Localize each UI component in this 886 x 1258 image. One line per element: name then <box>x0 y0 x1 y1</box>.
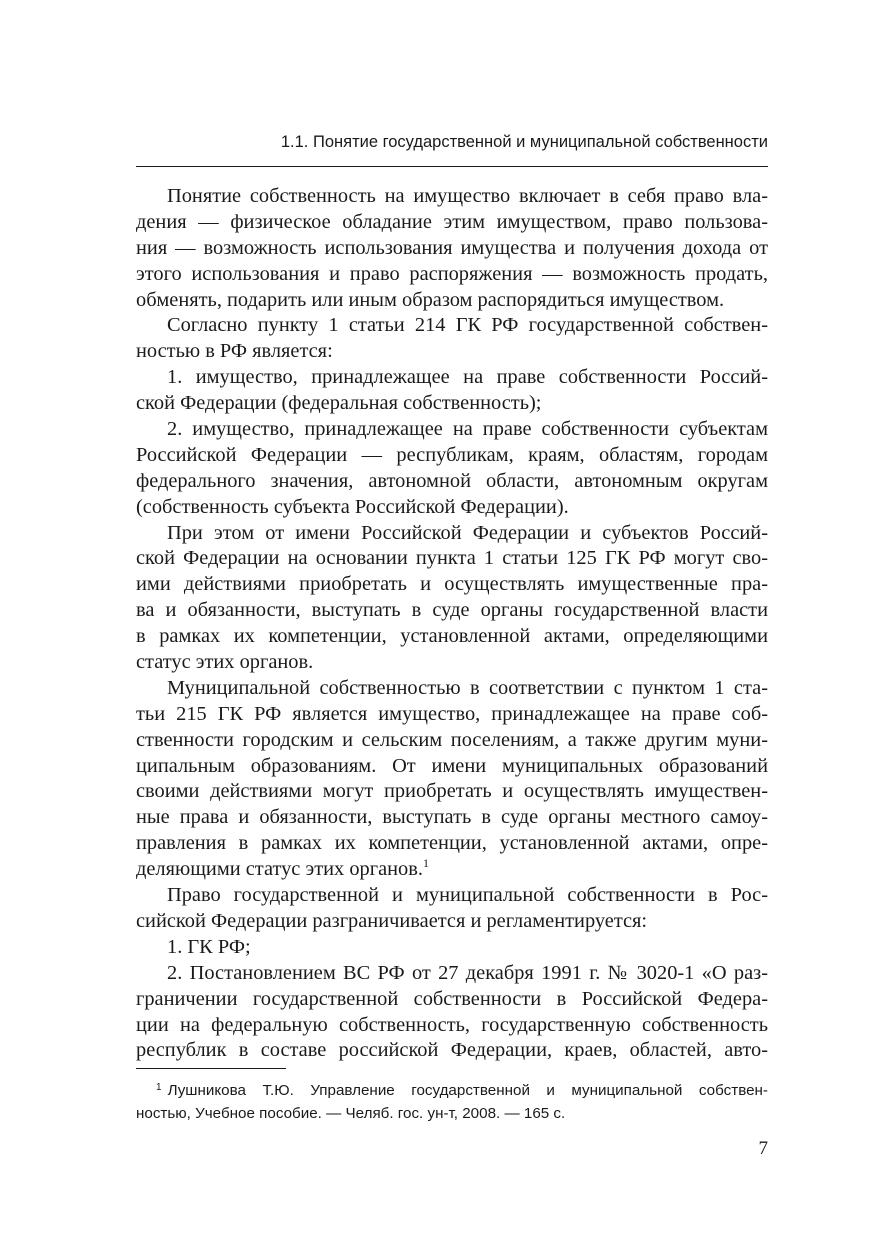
text-line: ностью в РФ является: <box>136 340 333 363</box>
text-line: ции на федеральную собственность, государственную собственность <box>136 1013 768 1036</box>
paragraph <box>136 883 768 935</box>
text-line: Право государственной и муниципальной собственности в Рос- <box>167 884 768 907</box>
text-line: Согласно пункту 1 статьи 214 ГК РФ государственной собствен- <box>167 314 768 337</box>
footnote-line <box>136 1080 768 1103</box>
text-line: (собственность субъекта Российской Федерации). <box>136 495 569 518</box>
footnote-reference[interactable]: 1 <box>422 856 429 871</box>
text-line: ные права и обязанности, выступать в суде органы местного самоу- <box>136 806 768 829</box>
footnote-line: ностью, Учебное пособие. — Челяб. гос. ун-т, 2008. — 165 с. <box>136 1104 566 1122</box>
text-line: федерального значения, автономной области, автономным округам <box>136 469 768 492</box>
text-line: ственности городским и сельским поселениям, а также другим муни- <box>136 728 768 751</box>
list-item <box>136 935 768 961</box>
text-line: Понятие собственность на имущество включает в себя право вла- <box>167 185 768 207</box>
body-text <box>136 184 768 1064</box>
list-item <box>136 961 768 1065</box>
footnote <box>136 1080 768 1125</box>
page-number: 7 <box>758 1138 768 1159</box>
footnote-mark: 1 <box>156 1082 162 1093</box>
text-line: тьи 215 ГК РФ является имущество, принадлежащее на праве соб- <box>136 702 768 725</box>
text-line: своими действиями могут приобретать и осуществлять имуществен- <box>136 780 768 803</box>
text-line: ской Федерации на основании пункта 1 статьи 125 ГК РФ могут сво- <box>136 547 768 570</box>
text-line: ва и обязанности, выступать в суде органы государственной власти <box>136 599 768 622</box>
text-line: этого использования и право распоряжения — возможность продать, <box>136 262 768 285</box>
text-line: ципальным образованиям. От имени муниципальных образований <box>136 754 768 777</box>
text-line: статус этих органов. <box>136 651 314 674</box>
paragraph <box>136 676 768 883</box>
text-line: 2. Постановлением ВС РФ от 27 декабря 1991 г. № 3020-1 «О раз- <box>167 961 768 984</box>
list-item <box>136 365 768 417</box>
text-line: 1. ГК РФ; <box>167 935 251 958</box>
text-line: республик в составе российской Федерации, краев, областей, авто- <box>136 1039 768 1062</box>
footnote-rule <box>136 1068 286 1069</box>
text-line: При этом от имени Российской Федерации и субъектов Россий- <box>167 521 768 544</box>
text-line: граничении государственной собственности в Российской Федера- <box>136 987 768 1010</box>
text-line: Муниципальной собственностью в соответствии с пунктом 1 ста- <box>167 676 768 699</box>
text-line: дения — физическое обладание этим имуществом, право пользова- <box>136 210 768 233</box>
paragraph <box>136 184 768 313</box>
text-line: ими действиями приобретать и осуществлять имущественные пра- <box>136 573 768 596</box>
paragraph <box>136 521 768 676</box>
text-line: ния — возможность использования имущества и получения дохода от <box>136 236 768 259</box>
list-item <box>136 417 768 521</box>
header-rule <box>136 166 768 167</box>
text-line-with-footnote <box>136 857 768 883</box>
footnote-text: Лушникова Т.Ю. Управление государственной и муниципальной собствен- <box>167 1082 768 1099</box>
text-line: деляющими статус этих органов. <box>136 858 423 881</box>
paragraph <box>136 313 768 365</box>
text-line: обменять, подарить или иным образом распорядиться имуществом. <box>136 288 725 311</box>
text-line: ской Федерации (федеральная собственность); <box>136 392 542 415</box>
running-head: 1.1. Понятие государственной и муниципальной собственности <box>280 133 768 151</box>
text-line: 1. имущество, принадлежащее на праве собственности Россий- <box>167 366 768 389</box>
text-line: сийской Федерации разграничивается и регламентируется: <box>136 909 648 932</box>
text-line: в рамках их компетенции, установленной актами, определяющими <box>136 625 768 648</box>
text-line: правления в рамках их компетенции, установленной актами, опре- <box>136 832 768 855</box>
text-line: 2. имущество, принадлежащее на праве собственности субъектам <box>167 418 768 441</box>
text-line: Российской Федерации — республикам, краям, областям, городам <box>136 443 768 466</box>
